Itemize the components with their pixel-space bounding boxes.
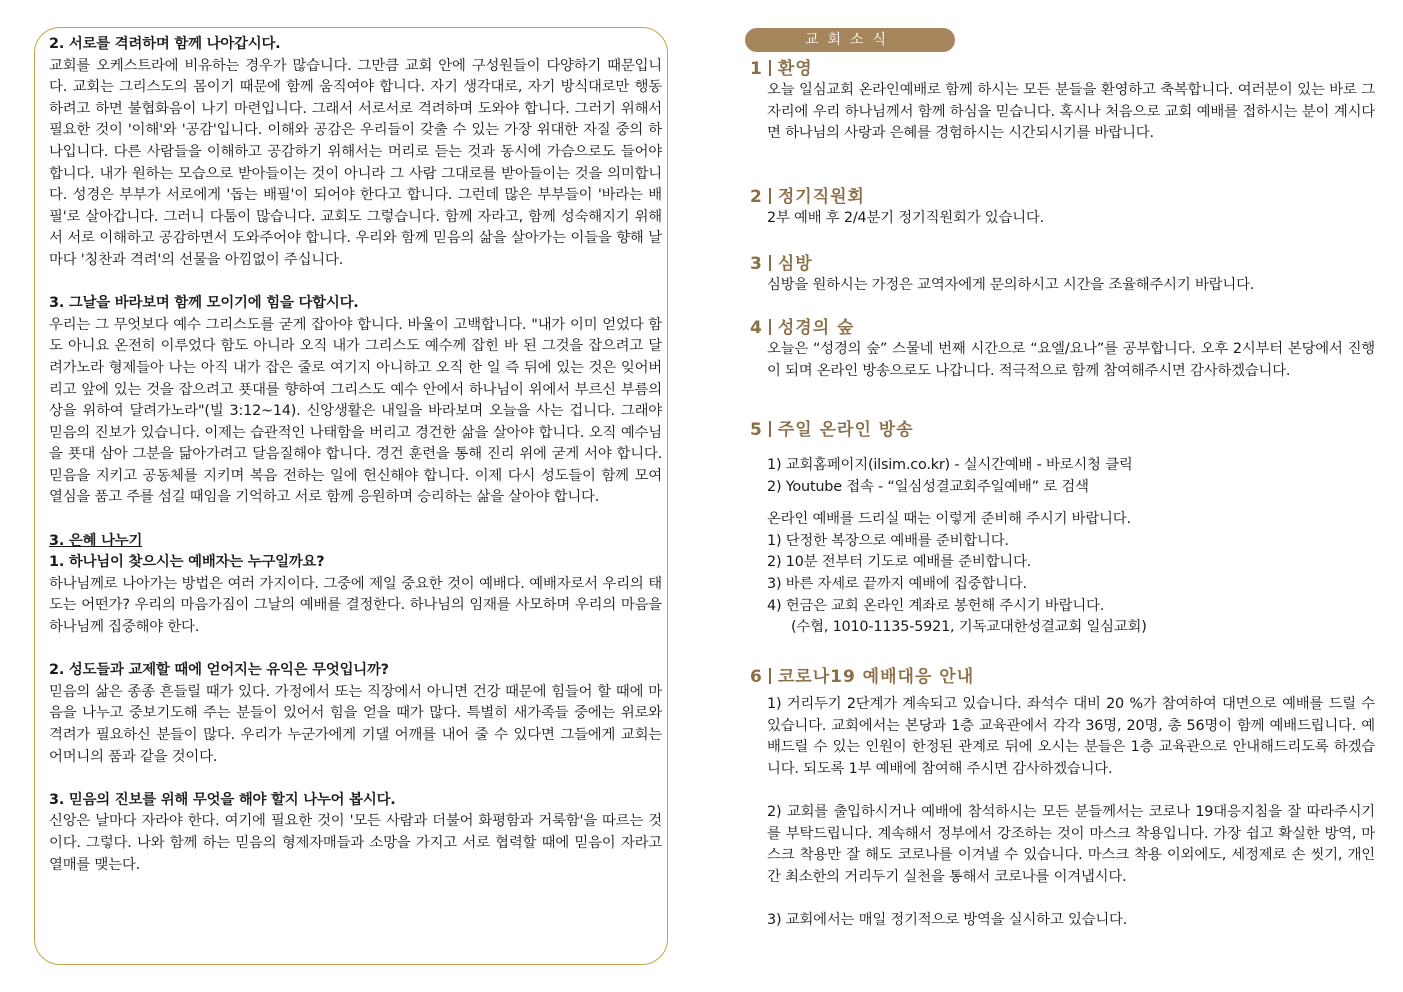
section-encourage (49, 34, 662, 272)
section-heading: 3. 그날을 바라보며 함께 모이기에 힘을 다합시다. (49, 295, 359, 312)
news-staff-meeting (745, 186, 1375, 230)
prep-item: 4) 헌금은 교회 온라인 계좌로 봉헌해 주시기 바랍니다. (767, 597, 1105, 614)
news-title: 5 주일 온라인 방송 (750, 420, 914, 440)
prep-item: 2) 10분 전부터 기도로 예배를 준비합니다. (767, 554, 1032, 571)
covid-item: 3) 교회에서는 매일 정기적으로 방역을 실시하고 있습니다. (767, 911, 1128, 928)
section-heading: 2. 서로를 격려하며 함께 나아갑시다. (49, 36, 281, 52)
share-title: 3. 은혜 나누기 (49, 532, 143, 549)
answer-2: 믿음의 삶은 종종 흔들릴 때가 있다. 가정에서 또는 직장에서 아니면 건강 때문에 힘들어 할 때에 마음을 나누고 중보기도해 주는 분들이 있어서 힘을 얻을 때가 많다. 특별히 새가족들 중에는 위로와 격려가 필요하신 분들이 많다. 우리가 누군가에게 기댈 어깨를 내어 줄 수 있다면 그들에게 교회는 어머니의 품과 같을 것이다. (49, 683, 662, 765)
section-body: 교회를 오케스트라에 비유하는 경우가 많습니다. 그만큼 교회 안에 구성원들이 다양하기 때문입니다. 교회는 그리스도의 몸이기 때문에 함께 움직여야 합니다. 자기 생각대로, 자기 방식대로만 행동하려고 하면 불협화음이 나기 마련입니다. 그래서 서로서로 격려하며 도와야 합니다. 그러기 위해서 필요한 것이 '이해'와 '공감'입니다. 이해와 공감은 우리들이 갖출 수 있는 가장 위대한 자질 중의 하나입니다. 다른 사람들을 이해하고 공감하기 위해서는 머리로 듣는 것과 동시에 가슴으로도 들어야 합니다. 내가 원하는 모습으로 받아들이는 것이 아니라 그 사람 그대로를 받아들이는 것을 의미합니다. 성경은 부부가 서로에게 '돕는 배필'이 되어야 한다고 합니다. 그런데 많은 부부들이 '바라는 배필'로 살아갑니다. 그러니 다툼이 많습니다. 교회도 그렇습니다. 함께 자라고, 함께 성숙해지기 위해서 서로 이해하고 공감하면서 도와주어야 합니다. 우리와 함께 믿음의 삶을 살아가는 이들을 향해 날마다 '칭찬과 격려'의 선물을 아낌없이 주십니다. (49, 57, 662, 268)
news-title: 2 정기직원회 (750, 187, 865, 207)
news-title: 3 심방 (750, 254, 813, 274)
news-covid (745, 666, 1375, 932)
news-bible-forest (745, 317, 1375, 382)
news-online-broadcast (745, 419, 1375, 639)
covid-item: 2) 교회를 출입하시거나 예배에 참석하시는 모든 분들께서는 코로나 19대응지침을 잘 따라주시기를 부탁드립니다. 계속해서 정부에서 강조하는 것이 마스크 착용입니다. 가장 쉽고 확실한 방역, 마스크 착용만 잘 해도 코로나를 이겨낼 수 있습니다. 마스크 착용 이외에도, 세정제로 손 씻기, 개인 간 최소한의 거리두기 실천을 통해서 코로나를 이겨냅시다. (767, 803, 1375, 885)
news-visitation (745, 253, 1375, 297)
news-title: 1 환영 (750, 59, 813, 79)
broadcast-line: 2) Youtube 접속 - “일심성결교회주일예배” 로 검색 (767, 478, 1089, 495)
covid-item: 1) 거리두기 2단계가 계속되고 있습니다. 좌석수 대비 20 %가 참여하여 대면으로 예배를 드릴 수 있습니다. 교회에서는 본당과 1층 교육관에서 각각 36명, 20명, 총 56명이 함께 예배드립니다. 예배드릴 수 있는 인원이 한정된 관계로 뒤에 오시는 분들은 1층 교육관으로 안내해드리도록 하겠습니다. 되도록 1부 예배에 참여해 주시면 감사하겠습니다. (767, 696, 1375, 777)
broadcast-line: 1) 교회홈페이지(ilsim.co.kr) - 실시간예배 - 바로시청 클릭 (767, 457, 1133, 473)
news-body: 심방을 원하시는 가정은 교역자에게 문의하시고 시간을 조율해주시기 바랍니다. (767, 277, 1255, 293)
left-panel (34, 27, 668, 965)
news-body: 오늘 일심교회 온라인예배로 함께 하시는 모든 분들을 환영하고 축복합니다. 여러분이 있는 바로 그 자리에 우리 하나님께서 함께 하심을 믿습니다. 혹시나 처음으로 교회 예배를 접하시는 분이 계시다면 하나님의 사랑과 은혜를 경험하시는 시간되시기를 바랍니다. (767, 82, 1375, 142)
news-body: 2부 예배 후 2/4분기 정기직원회가 있습니다. (767, 210, 1044, 226)
question-3: 3. 믿음의 진보를 위해 무엇을 해야 할지 나누어 봅시다. (49, 791, 396, 808)
question-1: 1. 하나님이 찾으시는 예배자는 누구일까요? (49, 554, 325, 571)
section-gather (49, 293, 662, 509)
answer-3: 신앙은 날마다 자라야 한다. 여기에 필요한 것이 '모든 사람과 더불어 화평함과 거룩함'을 따르는 것이다. 그렇다. 나와 함께 하는 믿음의 형제자매들과 소망을 가지고 서로 협력할 때에 믿음이 자라고 열매를 맺는다. (49, 813, 662, 873)
news-welcome (745, 58, 1375, 145)
prep-intro: 온라인 예배를 드리실 때는 이렇게 준비해 주시기 바랍니다. (767, 511, 1131, 528)
prep-item: 3) 바른 자세로 끝까지 예배에 집중합니다. (767, 575, 1027, 592)
account-info: (수협, 1010-1135-5921, 기독교대한성결교회 일심교회) (791, 619, 1147, 636)
section-body: 우리는 그 무엇보다 예수 그리스도를 굳게 잡아야 합니다. 바울이 고백합니다. "내가 이미 얻었다 함도 아니요 온전히 이루었다 함도 아니라 오직 내가 그리스도 예수께 잡힌 바 된 그것을 잡으려고 달려가노라 형제들아 나는 아직 내가 잡은 줄로 여기지 아니하고 오직 한 일 즉 뒤에 있는 것은 잊어버리고 앞에 있는 것을 잡으려고 푯대를 향하여 그리스도 예수 안에서 하나님이 위에서 부르신 부름의 상을 위하여 달려가노라"(빌 3:12~14). 신앙생활은 내일을 바라보며 오늘을 사는 겁니다. 그래야 믿음의 진보가 있습니다. 이제는 습관적인 나태함을 버리고 경건한 삶을 살아야 합니다. 오직 예수님을 푯대 삼아 그분을 닮아가려고 달음질해야 합니다. 경건 훈련을 통해 진리 위에 굳게 서야 합니다. 믿음을 지키고 공동체를 지키며 복음 전하는 일에 헌신해야 합니다. 이제 다시 성도들이 함께 모여 열심을 품고 주를 섬길 때임을 기억하고 서로 함께 응원하며 승리하는 삶을 살아야 합니다. (49, 316, 662, 506)
news-body: 오늘은 “성경의 숲” 스물네 번째 시간으로 “요엘/요나”를 공부합니다. 오후 2시부터 본당에서 진행이 되며 온라인 방송으로도 나갑니다. 적극적으로 함께 참여해주시면 감사하겠습니다. (767, 341, 1375, 379)
news-badge: 교회소식 (745, 28, 955, 52)
church-news-panel (745, 24, 1375, 974)
news-title: 6 코로나19 예배대응 안내 (750, 667, 975, 687)
section-share-grace (49, 531, 662, 877)
prep-item: 1) 단정한 복장으로 예배를 준비합니다. (767, 532, 1009, 549)
news-title: 4 성경의 숲 (750, 318, 855, 338)
question-2: 2. 성도들과 교제할 때에 얻어지는 유익은 무엇입니까? (49, 662, 389, 679)
answer-1: 하나님께로 나아가는 방법은 여러 가지이다. 그중에 제일 중요한 것이 예배다. 예배자로서 우리의 태도는 어떤가? 우리의 마음가짐이 그날의 예배를 결정한다. 하나님의 임재를 사모하며 우리의 마음을 하나님께 집중해야 한다. (49, 575, 662, 636)
